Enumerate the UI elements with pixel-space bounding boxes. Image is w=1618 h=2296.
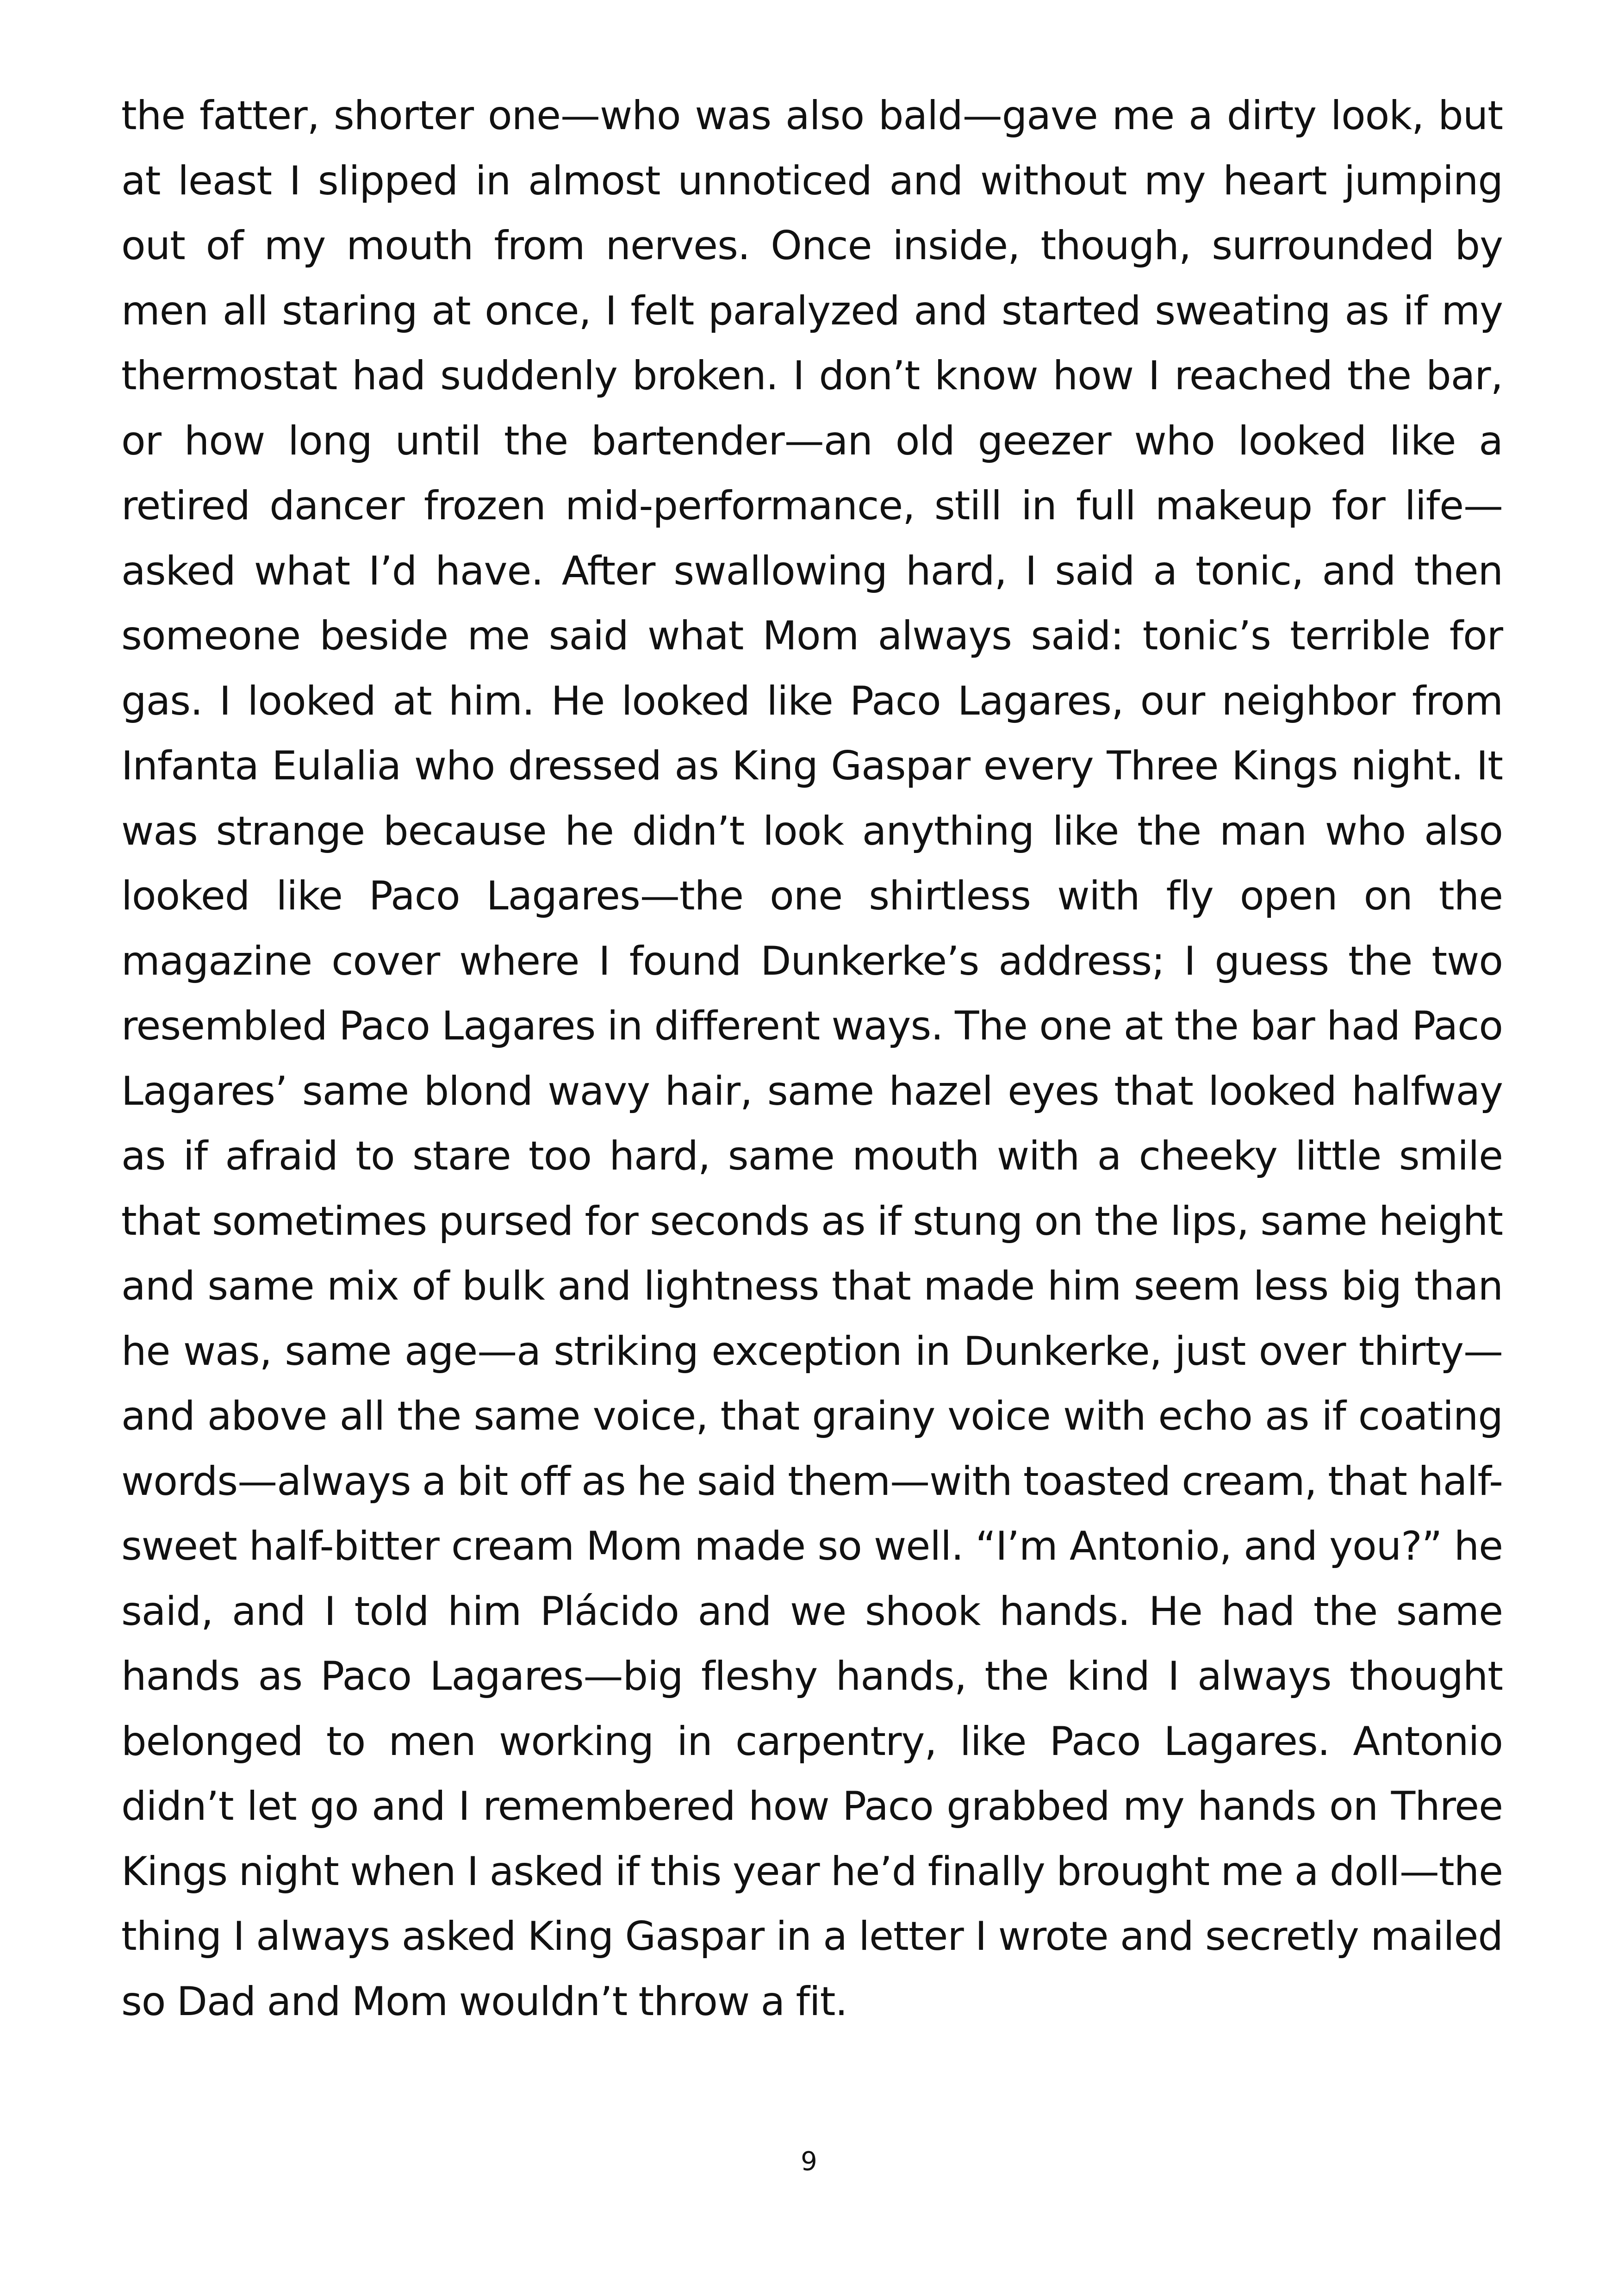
body-paragraph: the fatter, shorter one—who was also bald—gave me a dirty look, but at least I slipped in almost unnoticed and without my heart jumping out of my mouth from nerves. Once inside, though, surrounded by men all staring at once, I felt paralyzed and started sweating as if my thermostat had suddenly broken. I don’t know how I reached the bar, or how long until the bartender—an old geezer who looked like a retired dancer frozen mid-performance, still in full makeup for life—asked what I’d have. After swallowing hard, I said a tonic, and then someone beside me said what Mom always said: tonic’s terrible for gas. I looked at him. He looked like Paco Lagares, our neighbor from Infanta Eulalia who dressed as King Gaspar every Three Kings night. It was strange because he didn’t look anything like the man who also looked like Paco Lagares—the one shirtless with fly open on the magazine cover where I found Dunkerke’s address; I guess the two resembled Paco Lagares in different ways. The one at the bar had Paco Lagares’ same blond wavy hair, same hazel eyes that looked halfway as if afraid to stare too hard, same mouth with a cheeky little smile that sometimes pursed for seconds as if stung on the lips, same height and same mix of bulk and lightness that made him seem less big than he was, same age—a striking exception in Dunkerke, just over thirty—and above all the same voice, that grainy voice with echo as if coating words—always a bit off as he said them—with toasted cream, that half-sweet half-bitter cream Mom made so well. “I’m Antonio, and you?” he said, and I told him Plácido and we shook hands. He had the same hands as Paco Lagares—big fleshy hands, the kind I always thought belonged to men working in carpentry, like Paco Lagares. Antonio didn’t let go and I remembered how Paco grabbed my hands on Three Kings night when I asked if this year he’d finally brought me a doll—the thing I always asked King Gaspar in a letter I wrote and secretly mailed so Dad and Mom wouldn’t throw a fit. bbox=[121, 93, 1503, 2025]
page-number: 9 bbox=[801, 2147, 817, 2177]
